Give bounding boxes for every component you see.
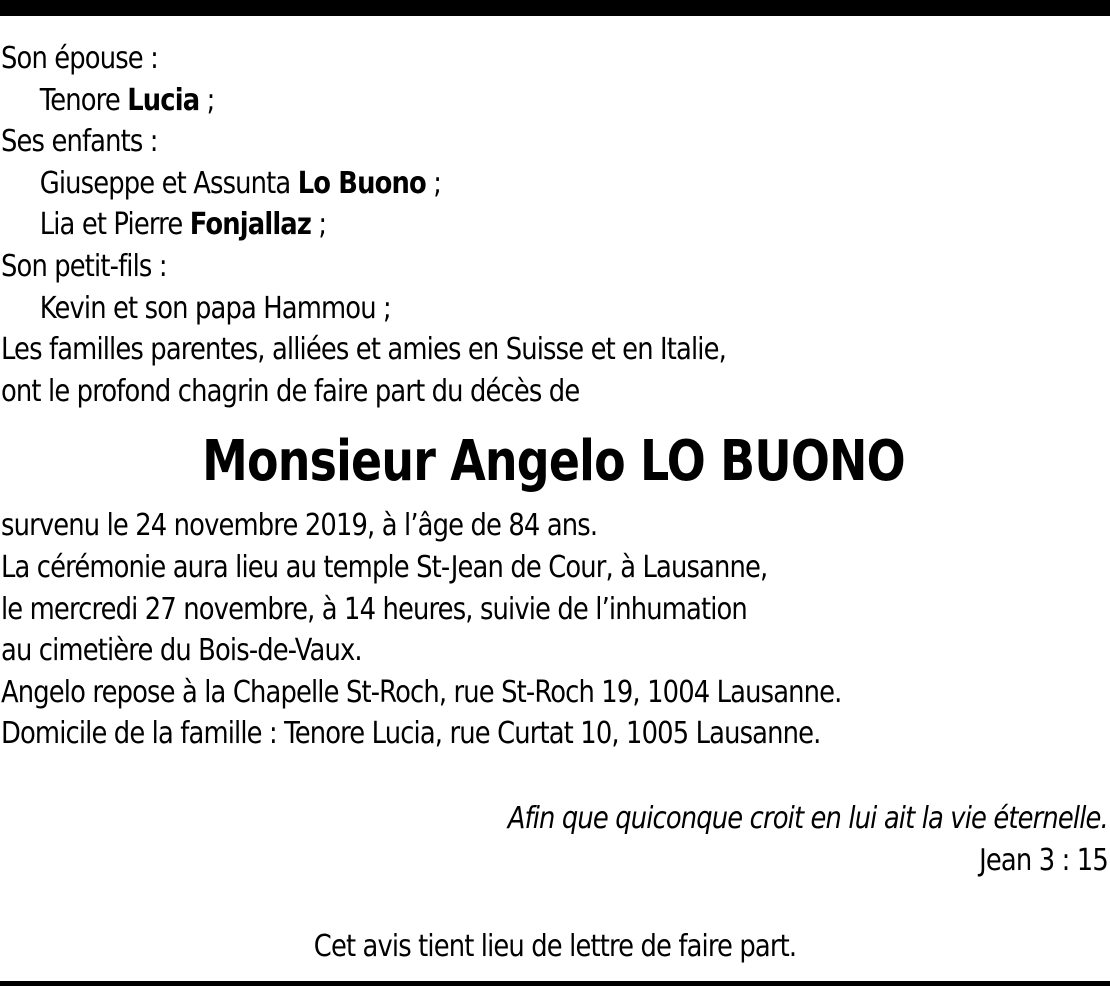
- child2-end: ;: [318, 207, 327, 243]
- bible-quote: [410, 798, 1108, 881]
- spouse-first-name: Tenore: [39, 82, 120, 118]
- child1-end: ;: [433, 165, 442, 201]
- child1-surname: Lo Buono: [297, 165, 426, 201]
- grandson-heading: Son petit-fils :: [1, 248, 167, 284]
- quote-reference: Jean 3 : 15: [979, 842, 1108, 878]
- resting-place-line: Angelo repose à la Chapelle St-Roch, rue St-Roch 19, 1004 Lausanne.: [1, 674, 842, 710]
- footer-note-text: Cet avis tient lieu de lettre de faire part.: [313, 929, 797, 964]
- ceremony-line-2: le mercredi 27 novembre, à 14 heures, suivie de l’inhumation: [1, 591, 747, 627]
- announcement-line: ont le profond chagrin de faire part du décès de: [1, 373, 580, 409]
- family-address-line: Domicile de la famille : Tenore Lucia, rue Curtat 10, 1005 Lausanne.: [1, 716, 821, 752]
- bottom-border-rule: [0, 981, 1110, 986]
- child2-first-names: Lia et Pierre: [39, 207, 183, 243]
- ceremony-line-3: au cimetière du Bois-de-Vaux.: [1, 633, 362, 669]
- quote-text: Afin que quiconque croit en lui ait la vie éternelle.: [507, 801, 1108, 836]
- child-entry-2: [1, 204, 951, 246]
- child2-surname: Fonjallaz: [189, 207, 312, 243]
- spouse-entry: [1, 80, 951, 122]
- spouse-heading: Son épouse :: [1, 41, 158, 76]
- death-notice: [1, 38, 1106, 755]
- child-entry-1: [1, 163, 951, 205]
- deceased-name-heading: Monsieur Angelo LO BUONO: [202, 429, 905, 495]
- top-border-rule: [0, 0, 1110, 16]
- ceremony-line-1: La cérémonie aura lieu au temple St-Jean de Cour, à Lausanne,: [1, 549, 768, 585]
- spouse-end: ;: [206, 82, 215, 118]
- death-date-line: survenu le 24 novembre 2019, à l’âge de 84 ans.: [1, 508, 598, 544]
- grandson-entry: Kevin et son papa Hammou ;: [39, 290, 391, 326]
- footer-note: [0, 926, 1110, 968]
- children-heading: Ses enfants :: [1, 124, 158, 160]
- child1-first-names: Giuseppe et Assunta: [39, 165, 291, 201]
- spouse-name: Lucia: [127, 82, 200, 118]
- relatives-line: Les familles parentes, alliées et amies en Suisse et en Italie,: [1, 332, 726, 368]
